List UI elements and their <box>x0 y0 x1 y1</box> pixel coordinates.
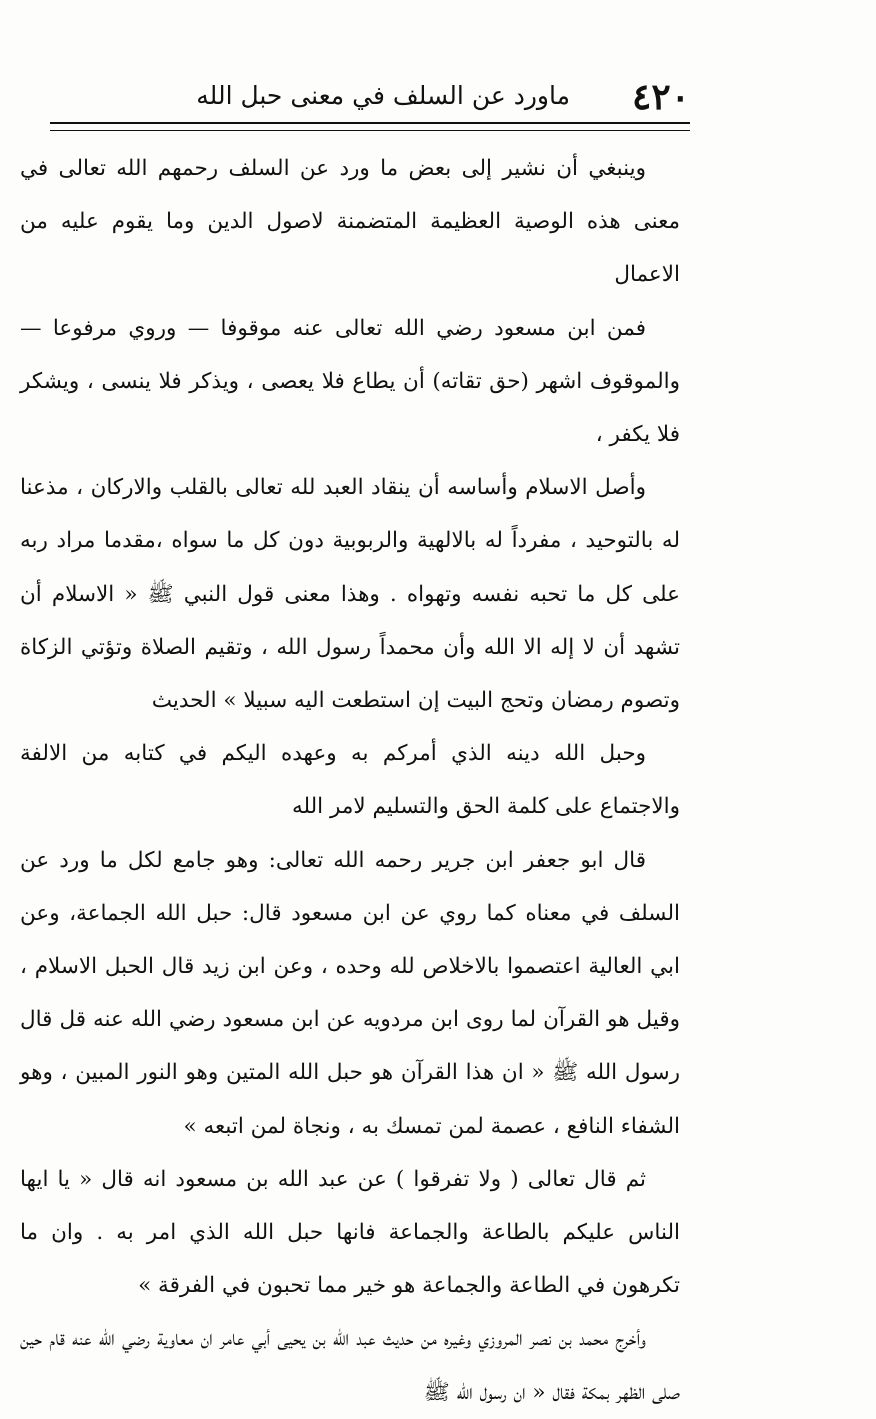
paragraph: وأصل الاسلام وأساسه أن ينقاد العبد لله تعالى بالقلب والاركان ، مذعنا له بالتوحيد ، مفرداً له بالالهية والربوبية دون كل ما سواه ،مقدما مراد ربه على كل ما تحبه نفسه وتهواه . وهذا معنى قول النبي ﷺ « الاسلام أن تشهد أن لا إله الا الله وأن محمداً رسول الله ، وتقيم الصلاة وتؤتي الزكاة وتصوم رمضان وتحج البيت إن استطعت اليه سبيلا » الحديث <box>20 475 680 714</box>
running-title: ماورد عن السلف في معنى حبل الله <box>196 81 570 110</box>
page-number: ٤٢٠ <box>631 76 690 118</box>
paragraph: وينبغي أن نشير إلى بعض ما ورد عن السلف رحمهم الله تعالى في معنى هذه الوصية العظيمة المتضمنة لاصول الدين وما يقوم عليه من الاعمال <box>20 156 680 288</box>
body-text <box>20 142 680 1419</box>
paragraph: وأخرج محمد بن نصر المروزي وغيره من حديث عبد الله بن يحيى أبي عامر ان معاوية رضي الله عنه قام حين صلى الظهر بمكة فقال « ان رسول الله ﷺ <box>20 1326 680 1405</box>
paragraph: فمن ابن مسعود رضي الله تعالى عنه موقوفا — وروي مرفوعا — والموقوف اشهر (حق تقاته) أن يطاع فلا يعصى ، ويذكر فلا ينسى ، ويشكر فلا يكفر ، <box>20 315 680 448</box>
paragraph: قال ابو جعفر ابن جرير رحمه الله تعالى: وهو جامع لكل ما ورد عن السلف في معناه كما روي عن ابن مسعود قال: حبل الله الجماعة، وعن ابي العالية اعتصموا بالاخلاص لله وحده ، وعن ابن زيد قال الحبل الاسلام ، وقيل هو القرآن لما روى ابن مردويه عن ابن مسعود رضي الله عنه قل قال رسول الله ﷺ « ان هذا القرآن هو حبل الله المتين وهو النور المبين ، وهو الشفاء النافع ، عصمة لمن تمسك به ، ونجاة لمن اتبعه » <box>20 847 680 1139</box>
paragraph: ثم قال تعالى ( ولا تفرقوا ) عن عبد الله بن مسعود انه قال « يا ايها الناس عليكم بالطاعة والجماعة فانها حبل الله الذي امر به . وان ما تكرهون في الطاعة والجماعة هو خير مما تحبون في الفرقة » <box>20 1166 680 1299</box>
page-header <box>150 72 690 122</box>
header-rule <box>50 122 690 131</box>
paragraph: وحبل الله دينه الذي أمركم به وعهده اليكم في كتابه من الالفة والاجتماع على كلمة الحق والتسليم لامر الله <box>20 741 680 820</box>
